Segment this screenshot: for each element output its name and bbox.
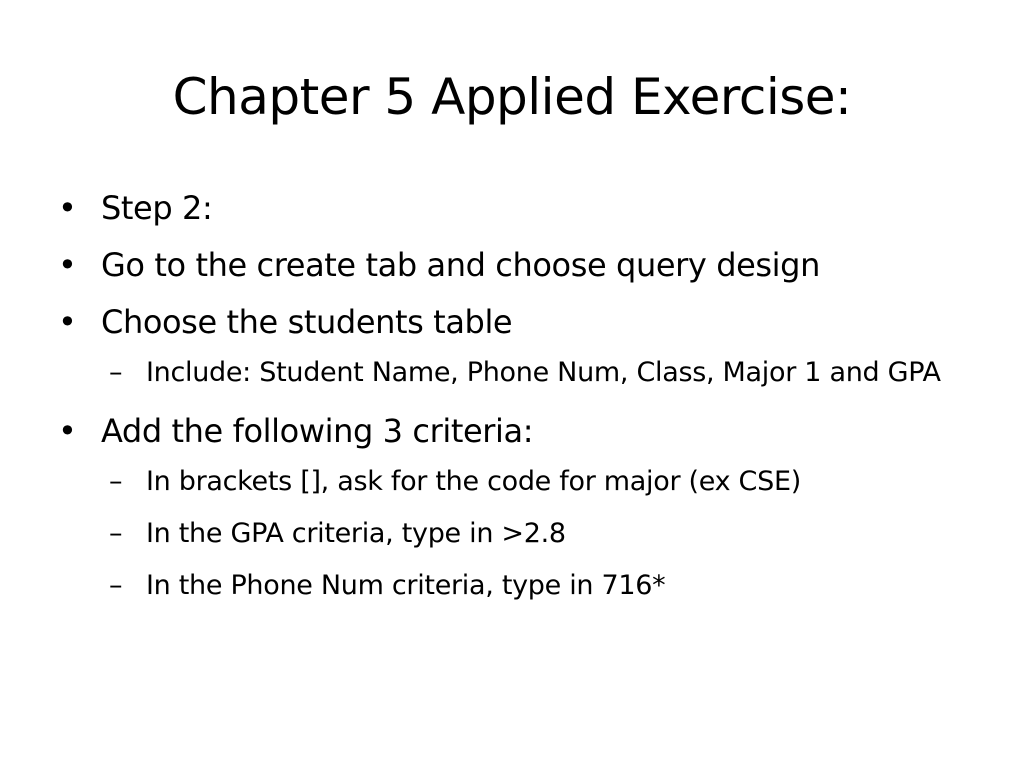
- bullet-create-tab: [58, 243, 988, 288]
- bullet-text: Go to the create tab and choose query design: [101, 246, 820, 284]
- sub-bullet-marker: –: [109, 466, 123, 497]
- bullet-students-table: [58, 300, 988, 345]
- sub-bullet-gpa-criteria: [58, 514, 988, 554]
- sub-bullet-phone-criteria: [58, 566, 988, 606]
- bullet-marker: •: [58, 246, 77, 284]
- bullet-marker: •: [58, 412, 77, 450]
- bullet-list: [58, 186, 988, 618]
- sub-bullet-text: In the Phone Num criteria, type in 716*: [146, 570, 666, 601]
- sub-bullet-text: Include: Student Name, Phone Num, Class, Major 1 and GPA: [146, 357, 941, 388]
- bullet-marker: •: [58, 303, 77, 341]
- bullet-marker: •: [58, 189, 77, 227]
- sub-bullet-text: In the GPA criteria, type in >2.8: [146, 518, 566, 549]
- sub-bullet-include-fields: [58, 353, 988, 393]
- bullet-step-2: [58, 186, 988, 231]
- slide-title: Chapter 5 Applied Exercise:: [172, 68, 852, 126]
- sub-bullet-marker: –: [109, 518, 123, 549]
- bullet-text: Add the following 3 criteria:: [101, 412, 534, 450]
- bullet-text: Step 2:: [101, 189, 213, 227]
- sub-bullet-marker: –: [109, 357, 123, 388]
- bullet-add-criteria: [58, 409, 988, 454]
- sub-bullet-text: In brackets [], ask for the code for major (ex CSE): [146, 466, 801, 497]
- sub-bullet-major-code: [58, 462, 988, 502]
- sub-bullet-marker: –: [109, 570, 123, 601]
- bullet-text: Choose the students table: [101, 303, 513, 341]
